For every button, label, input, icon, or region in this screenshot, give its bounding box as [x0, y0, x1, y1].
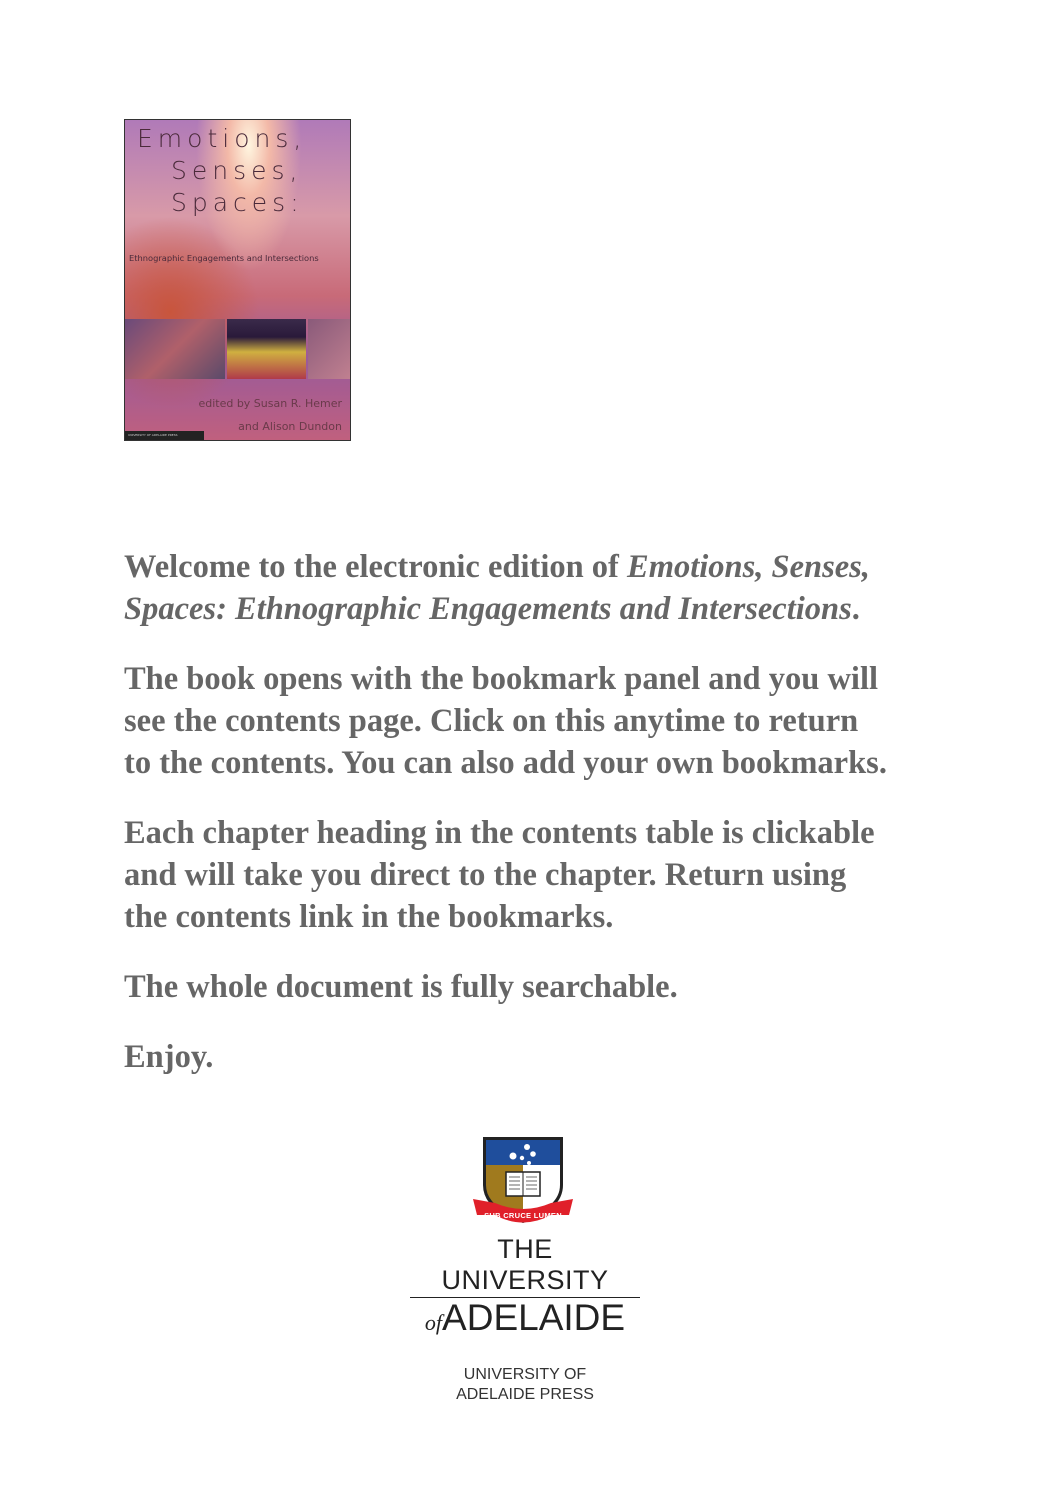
press-line: UNIVERSITY OF: [463, 1366, 587, 1383]
cover-editors: edited by Susan R. Hemer: [198, 397, 342, 410]
paragraph-searchable: [124, 966, 974, 1008]
text: .: [851, 591, 860, 627]
crest-motto: SUB CRUCE LUMEN: [484, 1211, 562, 1220]
logo-line-adelaide: [410, 1298, 640, 1343]
text-line: and will take you direct to the chapter. Return using: [124, 857, 847, 893]
logo-adelaide: ADELAIDE: [442, 1297, 626, 1338]
cover-publisher-strip: UNIVERSITY OF ADELAIDE PRESS: [125, 431, 204, 440]
text: Welcome to the electronic edition of: [124, 549, 628, 585]
book-cover-image: [124, 119, 351, 441]
text-line: The whole document is fully searchable.: [124, 969, 678, 1005]
text-line: the contents link in the bookmarks.: [124, 899, 614, 935]
text-line: The book opens with the bookmark panel and you will: [124, 661, 879, 697]
paragraph-bookmarks: [124, 658, 974, 784]
crest-icon: [455, 1135, 595, 1230]
text-line: Each chapter heading in the contents table is clickable: [124, 815, 875, 851]
cover-title-line: Emotions,: [137, 124, 307, 153]
book-title: Spaces: Ethnographic Engagements and Intersections: [124, 591, 852, 627]
press-name: [410, 1365, 640, 1405]
cover-title-line: Senses,: [171, 156, 303, 185]
paragraph-chapters: [124, 812, 974, 938]
logo-line-the-university: THE UNIVERSITY: [410, 1234, 640, 1298]
cover-photos: [125, 319, 350, 379]
cover-title-line: Spaces:: [171, 188, 304, 217]
book-title: Emotions, Senses,: [627, 549, 870, 585]
text-line: to the contents. You can also add your own bookmarks.: [124, 745, 887, 781]
paragraph-enjoy: [124, 1036, 974, 1078]
cover-subtitle: Ethnographic Engagements and Intersections: [129, 253, 319, 263]
logo-of: of: [424, 1310, 443, 1335]
university-logo: [410, 1135, 640, 1405]
text-line: see the contents page. Click on this anytime to return: [124, 703, 859, 739]
cover-editors: and Alison Dundon: [238, 420, 342, 433]
press-line: ADELAIDE PRESS: [456, 1386, 594, 1403]
paragraph-welcome: [124, 546, 974, 630]
text-line: Enjoy.: [124, 1039, 214, 1075]
welcome-text: [124, 546, 974, 1106]
